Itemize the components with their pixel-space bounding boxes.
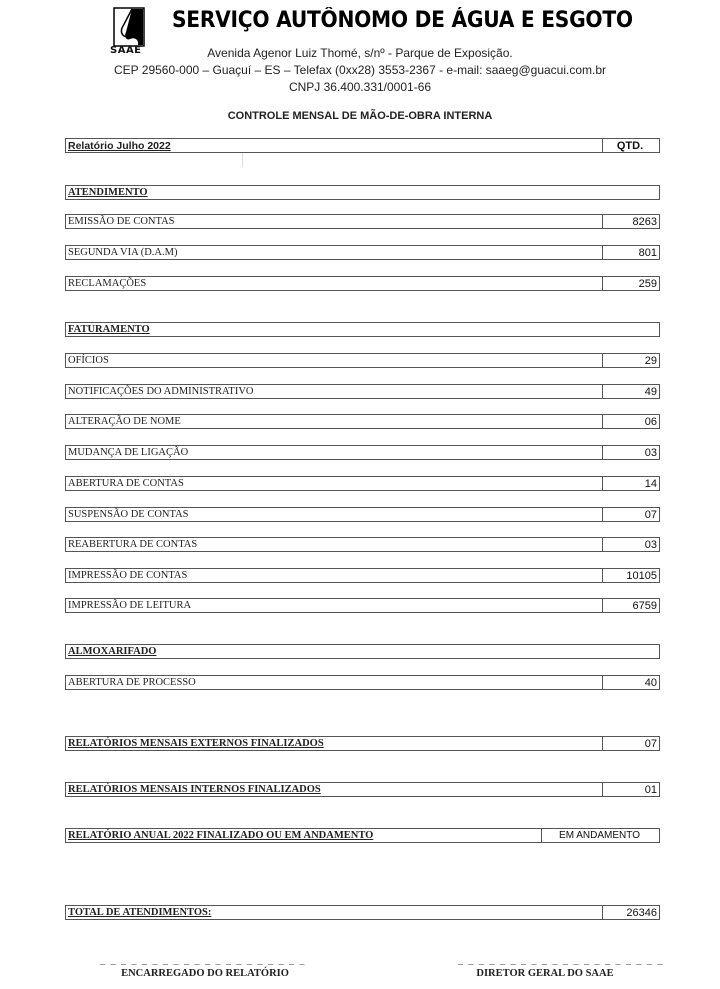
cnpj-line: CNPJ 36.400.331/0001-66	[288, 80, 432, 94]
row-value: 8263	[602, 215, 659, 228]
table-row	[65, 537, 660, 552]
internos-row	[65, 782, 660, 797]
signature-line-right: _ _ _ _ _ _ _ _ _ _ _ _ _ _ _ _ _ _ _ _	[458, 955, 664, 966]
qty-header: QTD.	[602, 139, 659, 152]
logo-text: SAAE	[110, 45, 142, 56]
row-value: 49	[602, 385, 659, 398]
address-line-1: Avenida Agenor Luiz Thomé, s/nº - Parque de Exposição.	[207, 46, 513, 60]
row-value: 10105	[602, 569, 659, 582]
table-row	[65, 245, 660, 260]
anual-row	[65, 828, 660, 843]
row-label: REABERTURA DE CONTAS	[68, 539, 198, 550]
section-almoxarifado	[65, 644, 660, 659]
row-label: RELATÓRIO ANUAL 2022 FINALIZADO OU EM ANDAMENTO	[68, 830, 374, 841]
row-value: EM ANDAMENTO	[541, 829, 659, 842]
row-value: 01	[602, 783, 659, 796]
table-row	[65, 675, 660, 690]
section-faturamento	[65, 322, 660, 337]
table-row	[65, 507, 660, 522]
table-row	[65, 214, 660, 229]
row-label: RELATÓRIOS MENSAIS INTERNOS FINALIZADOS	[68, 784, 321, 795]
table-row	[65, 384, 660, 399]
row-label: EMISSÃO DE CONTAS	[68, 216, 175, 227]
row-label: SUSPENSÃO DE CONTAS	[68, 509, 189, 520]
row-value: 14	[602, 477, 659, 490]
section-title: FATURAMENTO	[68, 324, 150, 335]
row-label: ALTERAÇÃO DE NOME	[68, 416, 181, 427]
row-value: 06	[602, 415, 659, 428]
faint-divider	[242, 153, 243, 167]
section-title: ALMOXARIFADO	[68, 646, 157, 657]
document-title: CONTROLE MENSAL DE MÃO-DE-OBRA INTERNA	[227, 110, 493, 122]
row-label: IMPRESSÃO DE LEITURA	[68, 600, 192, 611]
table-row	[65, 414, 660, 429]
table-row	[65, 598, 660, 613]
externos-row	[65, 736, 660, 751]
table-row	[65, 568, 660, 583]
row-value: 07	[602, 737, 659, 750]
address-line-2: CEP 29560-000 – Guaçuí – ES – Telefax (0xx28) 3553-2367 - e-mail: saaeg@guacui.com.br	[113, 63, 607, 77]
report-header-row	[65, 138, 660, 153]
signature-line-left: _ _ _ _ _ _ _ _ _ _ _ _ _ _ _ _ _ _ _ _	[100, 955, 306, 966]
row-label: IMPRESSÃO DE CONTAS	[68, 570, 188, 581]
row-label: SEGUNDA VIA (D.A.M)	[68, 247, 178, 258]
org-name: SERVIÇO AUTÔNOMO DE ÁGUA E ESGOTO	[172, 8, 633, 33]
row-label: MUDANÇA DE LIGAÇÃO	[68, 447, 189, 458]
row-label: NOTIFICAÇÕES DO ADMINISTRATIVO	[68, 386, 254, 397]
row-value: 03	[602, 538, 659, 551]
section-atendimento	[65, 185, 660, 200]
row-value: 26346	[602, 906, 659, 919]
signature-left: ENCARREGADO DO RELATÓRIO	[121, 968, 289, 979]
section-title: ATENDIMENTO	[68, 187, 148, 198]
row-label: RELATÓRIOS MENSAIS EXTERNOS FINALIZADOS	[68, 738, 324, 749]
row-value: 07	[602, 508, 659, 521]
row-label: TOTAL DE ATENDIMENTOS:	[68, 907, 212, 918]
row-value: 40	[602, 676, 659, 689]
table-row	[65, 353, 660, 368]
row-label: ABERTURA DE PROCESSO	[68, 677, 196, 688]
table-row	[65, 276, 660, 291]
table-row	[65, 476, 660, 491]
row-value: 259	[602, 277, 659, 290]
row-label: RECLAMAÇÕES	[68, 278, 147, 289]
row-label: OFÍCIOS	[68, 355, 109, 366]
signature-right: DIRETOR GERAL DO SAAE	[476, 968, 614, 979]
row-value: 03	[602, 446, 659, 459]
table-row	[65, 445, 660, 460]
row-value: 801	[602, 246, 659, 259]
report-period: Relatório Julho 2022	[68, 139, 171, 152]
row-value: 6759	[602, 599, 659, 612]
total-row	[65, 905, 660, 920]
row-label: ABERTURA DE CONTAS	[68, 478, 184, 489]
row-value: 29	[602, 354, 659, 367]
